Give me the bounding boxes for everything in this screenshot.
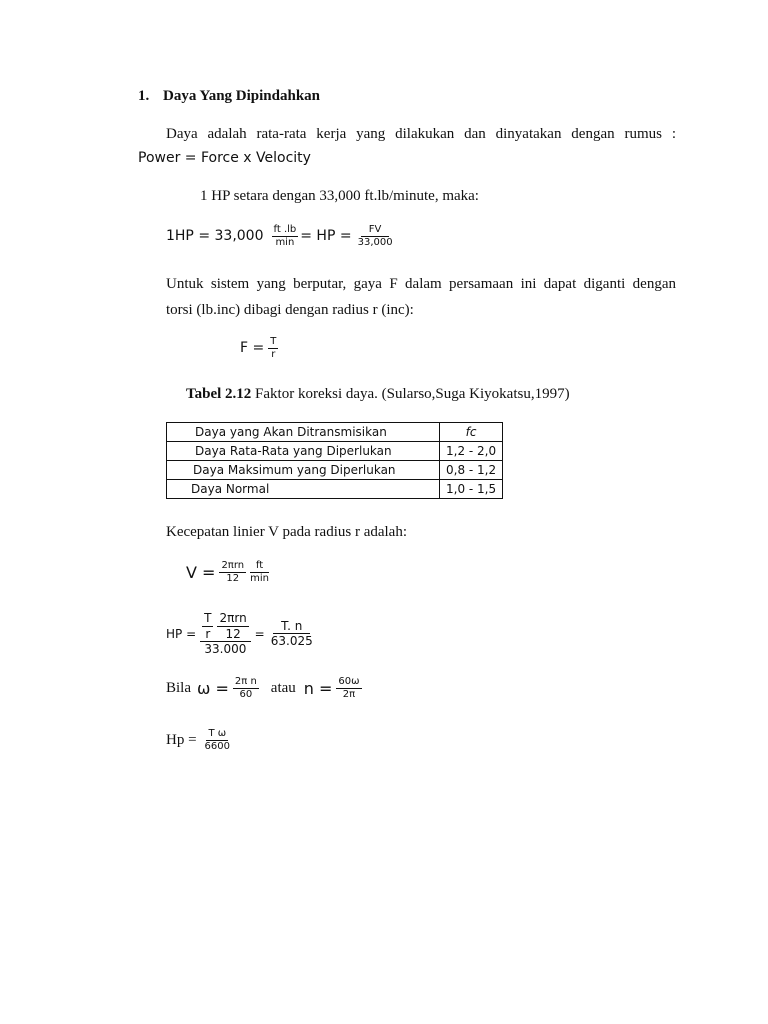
compound-fraction-numerator <box>200 612 251 642</box>
paragraph-hp-equivalence: 1 HP setara dengan 33,000 ft.lb/minute, maka: <box>200 188 479 204</box>
paragraph-rotating-system-line2: torsi (lb.inc) dibagi dengan radius r (inc): <box>166 302 414 318</box>
equation-hp-mid: = HP = <box>300 228 352 245</box>
compound-fraction <box>200 612 251 657</box>
fraction-ft-min <box>248 560 271 585</box>
equation-omega-lhs: ω = <box>197 678 229 698</box>
table-row <box>167 442 503 461</box>
fraction-num: T <box>270 336 277 347</box>
paragraph-rotating-system-line1: Untuk sistem yang berputar, gaya F dalam persamaan ini dapat diganti dengan <box>166 276 676 292</box>
fraction-den: 33,000 <box>357 236 393 248</box>
formula-power: Power = Force x Velocity <box>138 150 311 166</box>
fraction-num: 2πrn <box>219 611 247 625</box>
table-header-cell: fc <box>440 423 503 442</box>
fraction-den: min <box>250 572 269 584</box>
equation-hp <box>166 224 395 249</box>
equation-v-lhs: V = <box>186 562 216 582</box>
equation-hp-lhs: 1HP = 33,000 <box>166 228 264 245</box>
fraction-num: T. n <box>273 620 310 635</box>
fraction-t-r <box>268 336 278 361</box>
table-cell: Daya Rata-Rata yang Diperlukan <box>167 442 440 461</box>
equation-f-lhs: F = <box>240 340 265 357</box>
table-header-cell: Daya yang Akan Ditransmisikan <box>167 423 440 442</box>
section-number: 1. <box>138 88 150 104</box>
section-title: Daya Yang Dipindahkan <box>163 88 321 104</box>
equation-hp2-mid: = <box>254 627 265 642</box>
equation-hp3-lhs: Hp = <box>166 731 197 748</box>
fraction-60omega-2pi <box>336 676 361 701</box>
table-cell: Daya Maksimum yang Diperlukan <box>167 461 440 480</box>
fraction-den: 60 <box>239 688 253 700</box>
fraction-2pirn-12 <box>219 560 246 585</box>
table-cell: 0,8 - 1,2 <box>440 461 503 480</box>
equation-atau: atau <box>270 679 296 696</box>
table-caption-label: Tabel 2.12 <box>186 386 252 402</box>
fraction-num: 2π n <box>234 676 257 687</box>
fraction-den: 12 <box>225 626 241 641</box>
fraction-num: 2πrn <box>221 560 245 571</box>
fraction-num: 60ω <box>338 676 360 687</box>
table-cell: 1,2 - 2,0 <box>440 442 503 461</box>
table-cell: Daya Normal <box>167 480 440 499</box>
fraction-tn-63025 <box>269 620 315 649</box>
fraction-den: 12 <box>226 572 240 584</box>
equation-hp-omega <box>166 728 232 753</box>
equation-omega <box>166 676 362 701</box>
fraction-num: ft .lb <box>273 224 297 235</box>
equation-bila: Bila <box>166 679 191 696</box>
fraction-den: min <box>275 236 295 248</box>
fraction-den: r <box>271 348 276 360</box>
fraction-fv <box>356 224 395 249</box>
fraction-ftlb-min <box>272 224 299 249</box>
equation-f <box>240 336 278 361</box>
fraction-den: r <box>205 626 211 641</box>
fraction-num: ft <box>250 560 269 573</box>
fraction-num: T ω <box>208 728 227 739</box>
fraction-den: 2π <box>342 688 356 700</box>
fraction-num: FV <box>361 224 390 237</box>
equation-v <box>186 560 271 585</box>
equation-hp-torque <box>166 612 315 657</box>
paragraph-definition: Daya adalah rata-rata kerja yang dilakukan dan dinyatakan dengan rumus : <box>166 126 676 142</box>
table-cell: 1,0 - 1,5 <box>440 480 503 499</box>
table-caption-text: Faktor koreksi daya. (Sularso,Suga Kiyokatsu,1997) <box>251 386 570 402</box>
equation-n-lhs: n = <box>303 678 333 698</box>
fraction-2pirn-12 <box>217 612 248 641</box>
fraction-t-r <box>202 612 213 641</box>
equation-hp2-lhs: HP = <box>166 627 197 642</box>
paragraph-linear-velocity: Kecepatan linier V pada radius r adalah: <box>166 524 408 540</box>
fraction-den: 63.025 <box>270 634 313 649</box>
table-caption <box>186 386 570 403</box>
table-row <box>167 480 503 499</box>
fraction-den: 6600 <box>204 740 230 752</box>
correction-factor-table <box>166 422 503 499</box>
fraction-2pin-60 <box>233 676 259 701</box>
table-header-row <box>167 423 503 442</box>
fraction-den: 33.000 <box>204 642 247 657</box>
section-heading <box>138 88 320 105</box>
fraction-num: T <box>204 611 212 625</box>
table-row <box>167 461 503 480</box>
fraction-tomega-6600 <box>203 728 232 753</box>
